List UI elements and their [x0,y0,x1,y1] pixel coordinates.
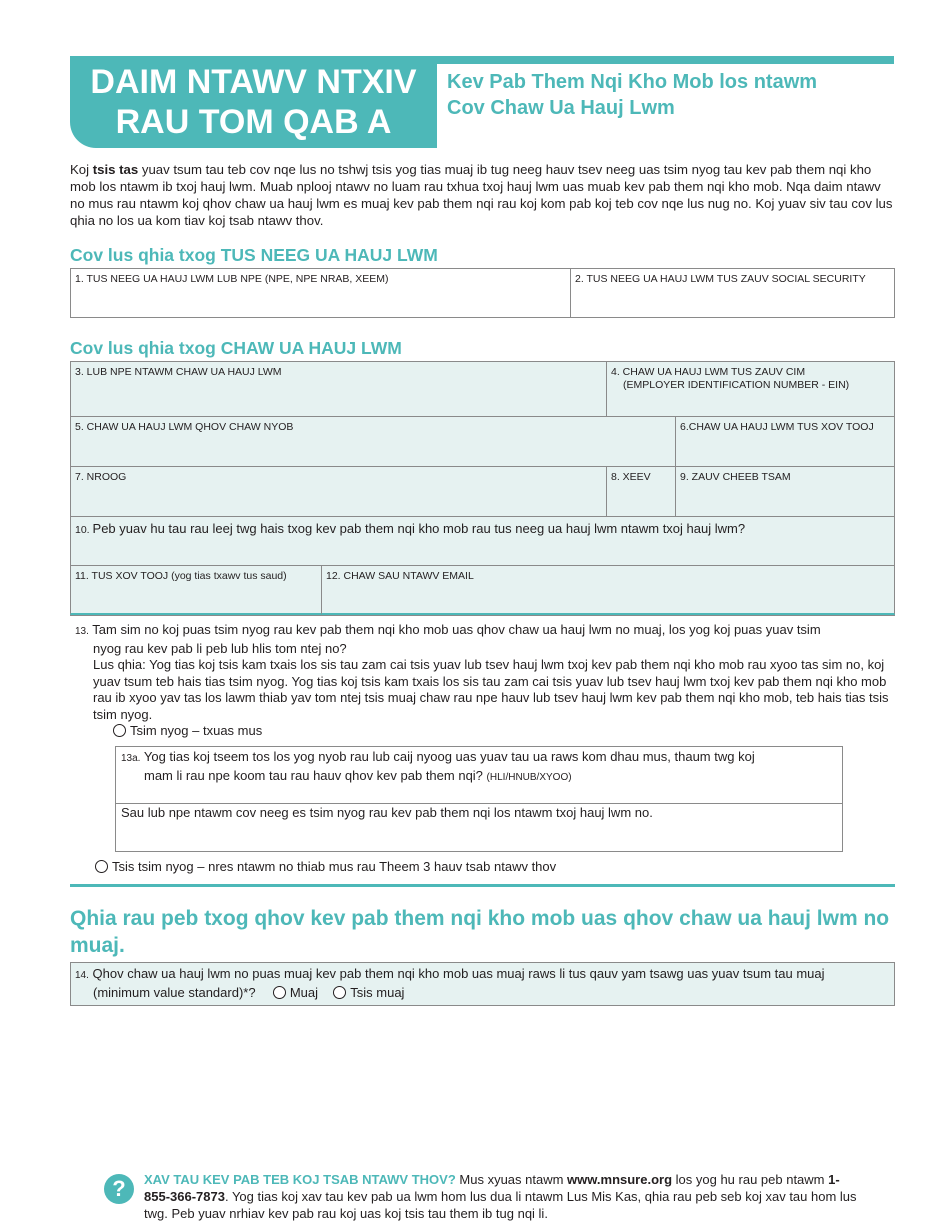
employer-phone-label: 6.CHAW UA HAUJ LWM TUS XOV TOOJ [680,421,874,433]
employer-phone-field[interactable] [675,416,895,467]
q13-hint: Lus qhia: Yog tias koj tsis kam txais los sis tau zam cai tsis yuav lub tsev hauj lwm txoj kev pab them nqi kho mob rau xyoo tas sim no, koj yuav tsum teb hais tias tsim nyog. Yog tias koj tsis kam txais los sis tau zam cai tsis yuav lub tsev hauj lwm txoj kev pab them nqi kho mob rau ib xyoo yav tas los lawm thiab yav tom ntej tsis muaj chaw rau npe hauv lub tsev hauj lwm kev pab them nqi kho mob, teb hais tias tsis tsim nyog. [93,657,889,722]
employee-name-field[interactable] [70,268,571,318]
q14-line2: (minimum value standard)*? [93,984,256,1000]
form-title-line1: DAIM NTAWV NTXIV [90,63,417,101]
email-field[interactable] [321,565,895,615]
email-label: 12. CHAW SAU NTAWV EMAIL [326,570,474,582]
employee-ssn-label: 2. TUS NEEG UA HAUJ LWM TUS ZAUV SOCIAL SECURITY [575,273,866,285]
q13a-text [121,749,837,786]
help-text2: los yog hu rau peb ntawm [672,1172,829,1187]
q13-no-radio[interactable] [95,860,108,873]
q13-option-yes[interactable] [113,723,262,740]
q13a-format: (HLI/HNUB/XYOO) [486,771,572,783]
q14-yes-label: Muaj [289,984,319,1000]
intro-paragraph [70,161,894,229]
contact-person-label: Peb yuav hu tau rau leej twg hais txog kev pab them nqi kho mob rau tus neeg ua hauj lwm ntawm txoj hauj lwm? [92,521,746,536]
q14-section-heading: Qhia rau peb txog qhov kev pab them nqi kho mob uas qhov chaw ua hauj lwm no muaj. [70,907,890,957]
employer-name-label: 3. LUB NPE NTAWM CHAW UA HAUJ LWM [75,366,282,378]
q14-no-radio[interactable] [333,986,346,999]
intro-text: yuav tsum tau teb cov nqe lus no tshwj tsis yog tias muaj ib tug neeg hauv tsev neeg uas tsim nyog tau kev pab them nqi kho mob los ntawm ib txoj hauj lwm. Muab nplooj ntawv no luam rau txhua txoj hauj lwm uas muab kev pab them nqi kho mob. Nqa daim ntawv no mus rau ntawm koj qhov chaw ua hauj lwm es muaj kev pab them nqi rau koj kom pab koj teb cov nqe lus nug no. Koj yuav siv tau cov lus qhia no los ua kom tiav koj tsab ntawv thov. [70,162,893,228]
q13-no-label: Tsis tsim nyog – nres ntawm no thiab mus rau Theem 3 hauv tsab ntawv thov [112,859,557,874]
q14-no-label: Tsis muaj [350,984,405,1000]
form-subtitle [447,69,817,121]
q14-yes-radio[interactable] [273,986,286,999]
form-title [70,56,437,148]
employer-ein-field[interactable] [606,361,895,417]
intro-pre: Koj [70,162,93,177]
form-subtitle-line1: Kev Pab Them Nqi Kho Mob los ntawm [447,71,818,93]
q13-option-no[interactable] [95,859,556,876]
help-phone[interactable]: 1-855-366-7873 [144,1172,840,1204]
q13-line1: Tam sim no koj puas tsim nyog rau kev pab them nqi kho mob uas qhov chaw ua hauj lwm no muaj, los yog koj puas yuav tsim [92,622,821,637]
help-footer [144,1171,864,1222]
help-text3: . Yog tias koj xav tau kev pab ua lwm hom lus dua li ntawm Lus Mis Kas, qhia rau peb seb koj xav tau hom lus twg. Peb yuav nrhiav kev pab rau koj uas koj tsis tau them ib tug nqi li. [144,1189,857,1221]
q14-num: 14. [75,970,89,981]
mnsure-link[interactable]: www.mnsure.org [567,1172,673,1187]
form-title-line2: RAU TOM QAB A [115,103,392,141]
q13a-line2: mam li rau npe koom tau rau hauv qhov kev pab them nqi? [144,767,483,783]
city-label: 7. NROOG [75,471,127,483]
alt-phone-field[interactable] [70,565,322,615]
q13-text [75,622,890,723]
question-icon: ? [104,1174,134,1204]
q13-yes-radio[interactable] [113,724,126,737]
q14-text [75,966,890,1001]
q14-option-no[interactable] [333,985,404,1000]
q13a-line1: Yog tias koj tseem tos los yog nyob rau lub caij nyoog uas yuav tau ua raws kom dhau mus, thaum twg koj [143,749,755,764]
contact-person-num: 10. [75,524,90,536]
employer-ein-sublabel: (EMPLOYER IDENTIFICATION NUMBER - EIN) [623,379,850,391]
employer-section-heading: Cov lus qhia txog CHAW UA HAUJ LWM [70,338,402,358]
state-label: 8. XEEV [611,471,651,483]
employer-name-field[interactable] [70,361,607,417]
zip-label: 9. ZAUV CHEEB TSAM [680,471,791,483]
employee-section-heading: Cov lus qhia txog TUS NEEG UA HAUJ LWM [70,245,438,265]
employer-address-label: 5. CHAW UA HAUJ LWM QHOV CHAW NYOB [75,421,294,433]
q13-num: 13. [75,626,89,637]
form-subtitle-line2: Cov Chaw Ua Hauj Lwm [447,97,675,119]
q14-line1: Qhov chaw ua hauj lwm no puas muaj kev pab them nqi kho mob uas muaj raws li tus qauv yam tsawg uas yuav tsum tau muaj [92,966,825,981]
alt-phone-label: 11. TUS XOV TOOJ (yog tias txawv tus saud) [75,570,287,582]
intro-bold: tsis tas [92,162,139,177]
q13-line2: nyog rau kev pab li peb lub hlis tom ntej no? [93,640,347,656]
help-lead: XAV TAU KEV PAB TEB KOJ TSAB NTAWV THOV? [144,1172,456,1187]
state-field[interactable] [606,466,676,517]
q13a-num: 13a. [121,753,141,764]
help-text1: Mus xyuas ntawm [455,1172,568,1187]
q13-yes-label: Tsim nyog – txuas mus [130,723,263,738]
employee-ssn-field[interactable] [570,268,895,318]
q13a-names-label: Sau lub npe ntawm cov neeg es tsim nyog rau kev pab them nqi los ntawm txoj hauj lwm no. [121,805,653,820]
contact-person-field[interactable] [70,516,895,566]
employer-address-field[interactable] [70,416,676,467]
employer-ein-label: 4. CHAW UA HAUJ LWM TUS ZAUV CIM [611,366,806,378]
q14-option-yes[interactable] [273,985,318,1000]
employee-name-label: 1. TUS NEEG UA HAUJ LWM LUB NPE (NPE, NPE NRAB, XEEM) [75,273,389,285]
city-field[interactable] [70,466,607,517]
zip-field[interactable] [675,466,895,517]
